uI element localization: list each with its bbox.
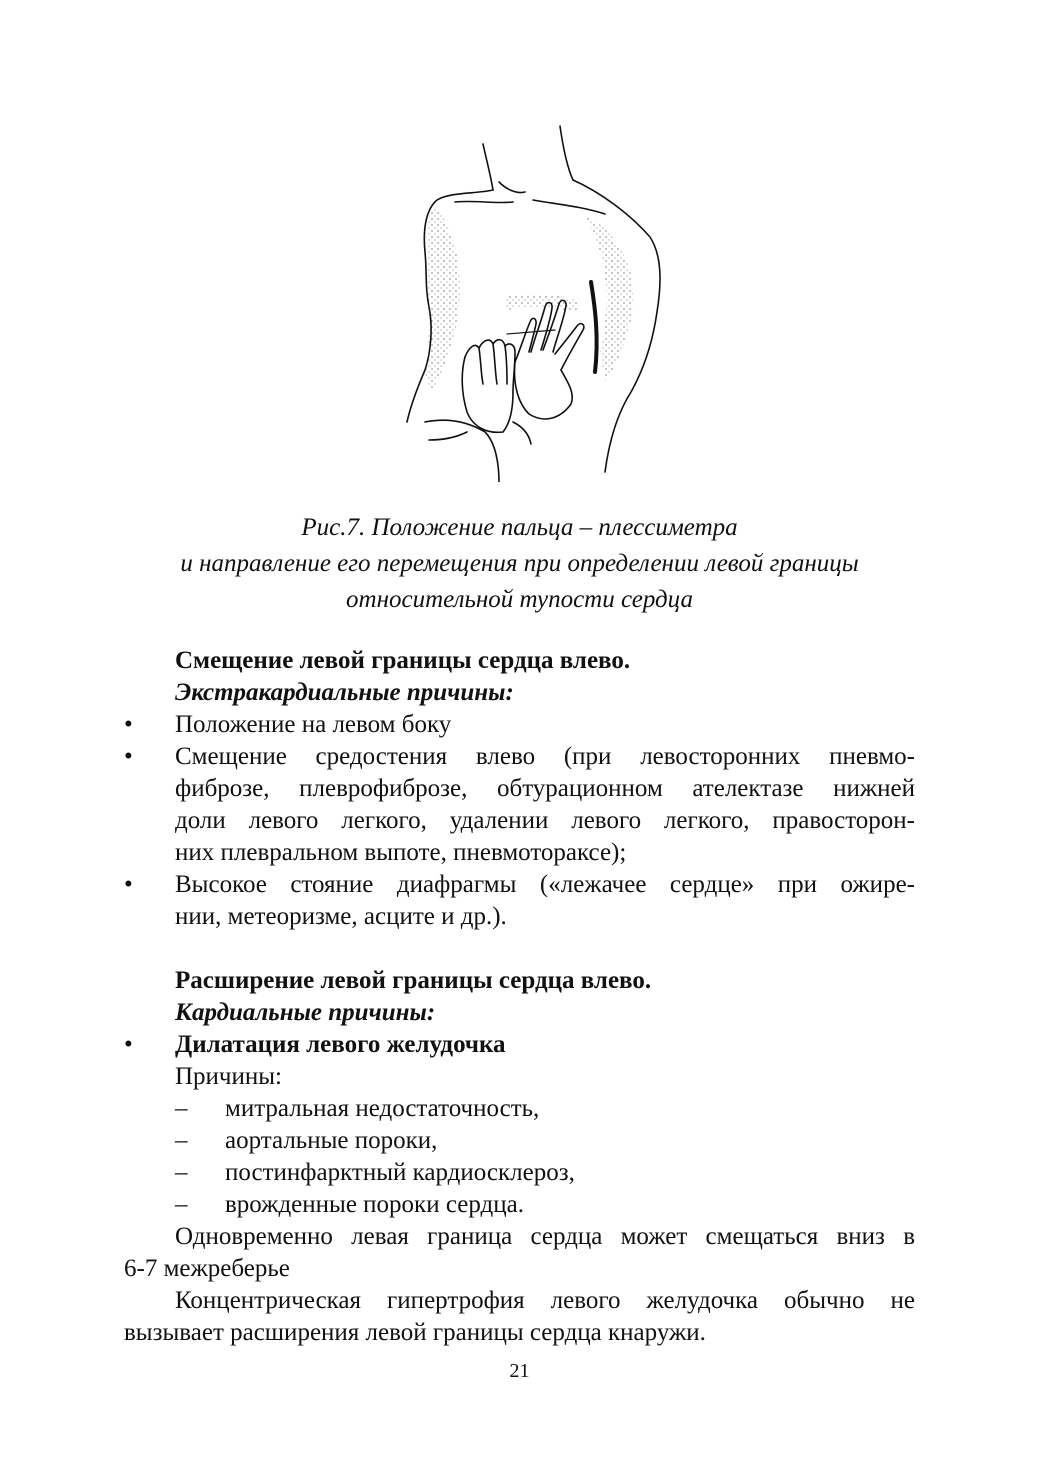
list-item: Положение на левом боку	[175, 711, 452, 738]
paragraph: Концентрическая гипертрофия левого желудочка обычно не	[175, 1287, 915, 1314]
list-item-continuation: нии, метеоризме, асците и др.).	[175, 903, 507, 930]
paragraph: Одновременно левая граница сердца может смещаться вниз в	[175, 1223, 915, 1250]
torso-percussion-illustration	[395, 122, 675, 482]
list-item: врожденные пороки сердца.	[225, 1191, 524, 1218]
bullet-icon: •	[124, 1031, 133, 1058]
list-item: постинфарктный кардиосклероз,	[225, 1159, 575, 1186]
bullet-icon: •	[124, 871, 133, 898]
dash-icon: –	[175, 1127, 188, 1154]
section-subheading: Кардиальные причины:	[175, 999, 436, 1026]
list-item: Дилатация левого желудочка	[175, 1031, 506, 1058]
list-item: Высокое стояние диафрагмы («лежачее сердце» при ожире-	[175, 871, 915, 898]
caption-line: и направление его перемещения при определении левой границы	[180, 550, 859, 577]
list-item: Смещение средостения влево (при левосторонних пневмо-	[175, 743, 915, 770]
list-item: митральная недостаточность,	[225, 1095, 540, 1122]
page-number: 21	[509, 1360, 530, 1382]
list-item-continuation: доли левого легкого, удалении левого легкого, правосторон-	[175, 807, 915, 834]
section-subheading: Экстракардиальные причины:	[175, 679, 514, 706]
dash-icon: –	[175, 1159, 188, 1186]
paragraph-continuation: вызывает расширения левой границы сердца кнаружи.	[124, 1319, 706, 1346]
bullet-icon: •	[124, 711, 133, 738]
list-item-continuation: них плевральном выпоте, пневмотораксе);	[175, 839, 627, 866]
paragraph-continuation: 6-7 межреберье	[124, 1255, 290, 1282]
section-heading: Смещение левой границы сердца влево.	[175, 647, 631, 674]
caption-line: Рис.7. Положение пальца – плессиметра	[301, 514, 738, 541]
section-heading: Расширение левой границы сердца влево.	[175, 967, 652, 994]
causes-label: Причины:	[175, 1063, 283, 1090]
dash-icon: –	[175, 1191, 188, 1218]
list-item: аортальные пороки,	[225, 1127, 438, 1154]
figure-caption	[0, 510, 1039, 618]
caption-line: относительной тупости сердца	[346, 586, 693, 613]
bullet-icon: •	[124, 743, 133, 770]
dash-icon: –	[175, 1095, 188, 1122]
list-item-continuation: фиброзе, плеврофиброзе, обтурационном ателектазе нижней	[175, 775, 915, 802]
